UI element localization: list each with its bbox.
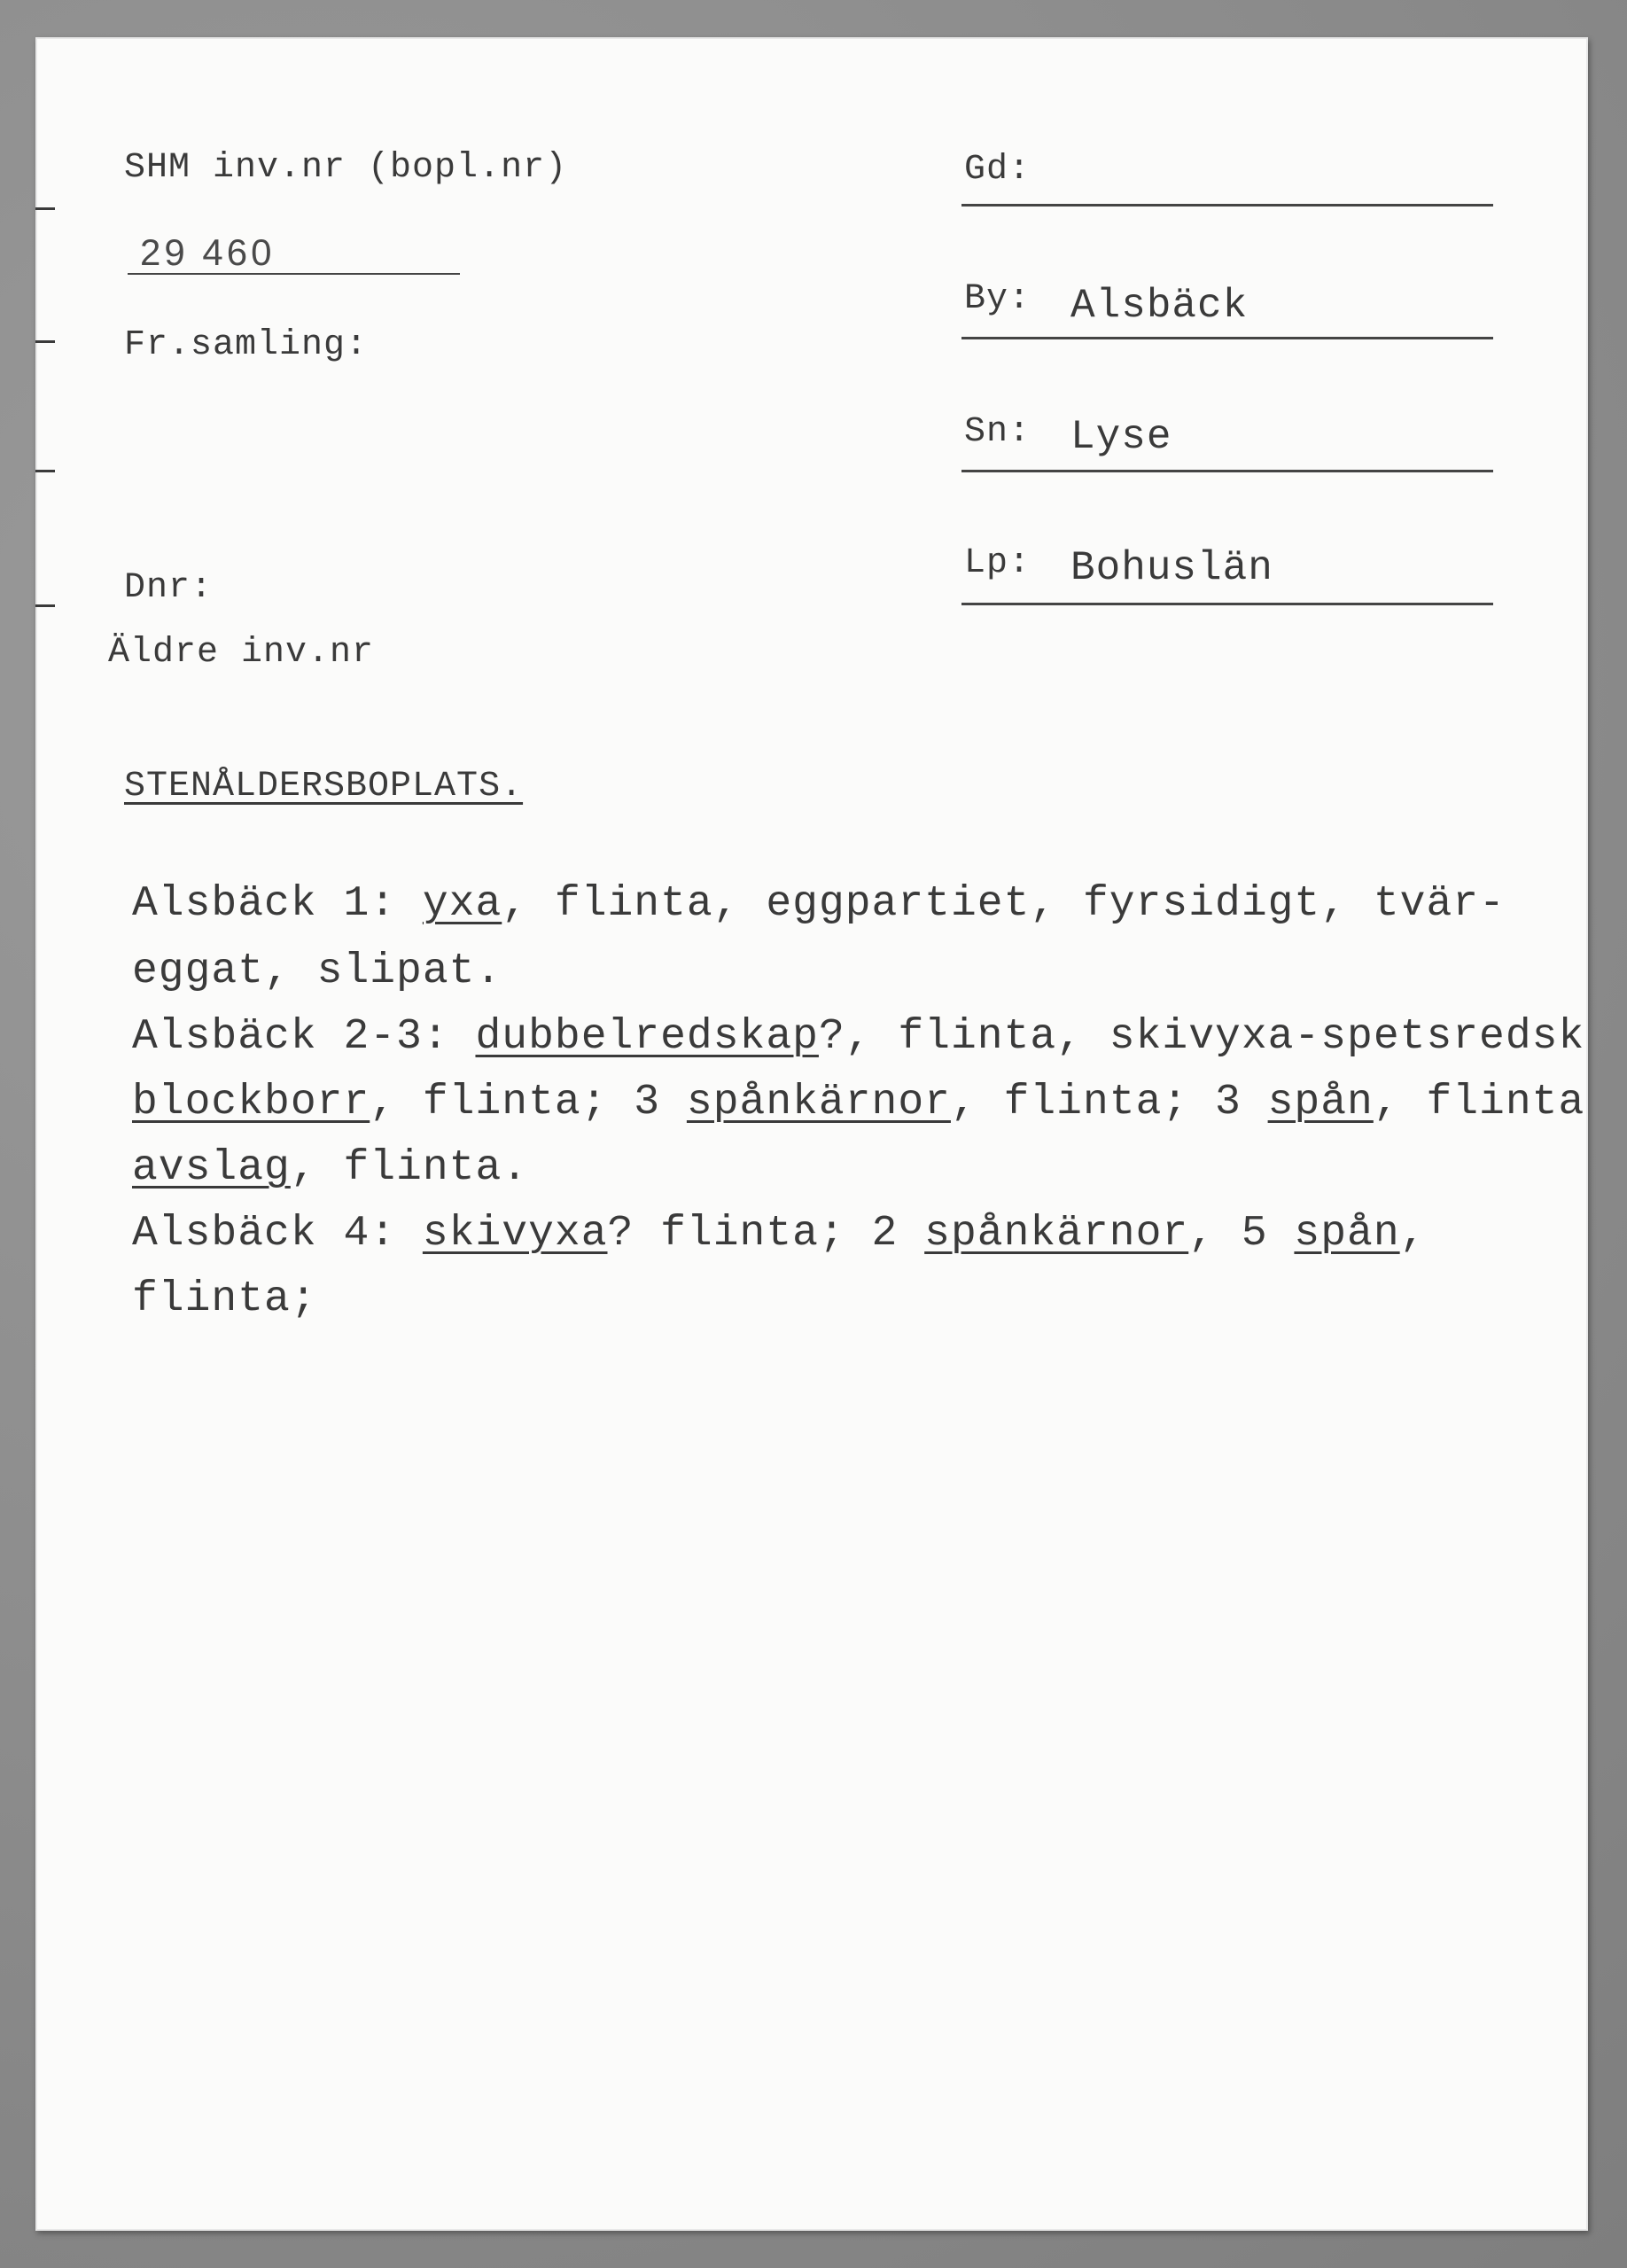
dnr-label: Dnr: — [124, 568, 214, 608]
inv-nr-value: 29 460 — [140, 231, 276, 273]
underlined-term: avslag — [132, 1144, 291, 1192]
line-text: , flinta; 3 — [370, 1079, 687, 1126]
underlined-term: dubbelredskap — [475, 1013, 819, 1061]
line-text: flinta; — [132, 1275, 317, 1323]
underlined-term: spån — [1294, 1210, 1400, 1258]
underlined-term: skivyxa — [422, 1210, 608, 1258]
line-text: Alsbäck 4: — [132, 1210, 423, 1258]
body-line-3 — [132, 1013, 1585, 1061]
inv-nr-underline — [128, 273, 460, 275]
line-text: ? flinta; 2 — [607, 1210, 925, 1258]
body-line-4 — [132, 1081, 1584, 1124]
underlined-term: spånkärnor — [686, 1079, 951, 1126]
underlined-term: spånkärnor — [924, 1210, 1189, 1258]
by-value: Alsbäck — [1070, 283, 1249, 329]
lp-label: Lp: — [964, 543, 1031, 583]
sn-value: Lyse — [1070, 414, 1172, 460]
edge-tick — [35, 340, 55, 343]
line-text: ?, flinta, skivyxa-spetsredsk — [818, 1013, 1585, 1061]
line-text: eggat, slipat. — [132, 947, 502, 995]
by-rule — [961, 337, 1493, 339]
underlined-term: spån — [1267, 1079, 1374, 1126]
line-text: , flinta, eggpartiet, fyrsidigt, tvär- — [502, 880, 1506, 928]
edge-tick — [35, 470, 55, 472]
aldre-inv-nr-label: Äldre inv.nr — [108, 633, 375, 673]
sn-label: Sn: — [964, 412, 1031, 452]
underlined-term: yxa — [422, 880, 502, 928]
heading-stenaldersboplats: STENÅLDERSBOPLATS. — [124, 767, 524, 807]
gd-rule — [961, 204, 1493, 207]
body-line-6 — [132, 1210, 1427, 1258]
body-line-5 — [132, 1144, 529, 1192]
line-text: , 5 — [1188, 1210, 1295, 1258]
fr-samling-label: Fr.samling: — [124, 325, 369, 365]
gd-label: Gd: — [964, 150, 1031, 190]
line-text: , flinta. — [290, 1144, 529, 1192]
underlined-term: blockborr — [132, 1079, 370, 1126]
index-card — [35, 37, 1588, 2231]
edge-tick — [35, 207, 55, 210]
body-line-1 — [132, 880, 1506, 928]
edge-tick — [35, 604, 55, 607]
sn-rule — [961, 470, 1493, 472]
line-text: , flinta — [1373, 1079, 1585, 1126]
body-line-2 — [132, 947, 502, 995]
by-label: By: — [964, 279, 1031, 319]
line-text: Alsbäck 1: — [132, 880, 423, 928]
line-text: Alsbäck 2-3: — [132, 1013, 476, 1061]
body-line-7 — [132, 1275, 317, 1323]
lp-rule — [961, 603, 1493, 605]
line-text: , — [1399, 1210, 1427, 1258]
lp-value: Bohuslän — [1070, 545, 1273, 591]
line-text: , flinta; 3 — [950, 1079, 1268, 1126]
inv-nr-label: SHM inv.nr (bopl.nr) — [124, 148, 568, 188]
